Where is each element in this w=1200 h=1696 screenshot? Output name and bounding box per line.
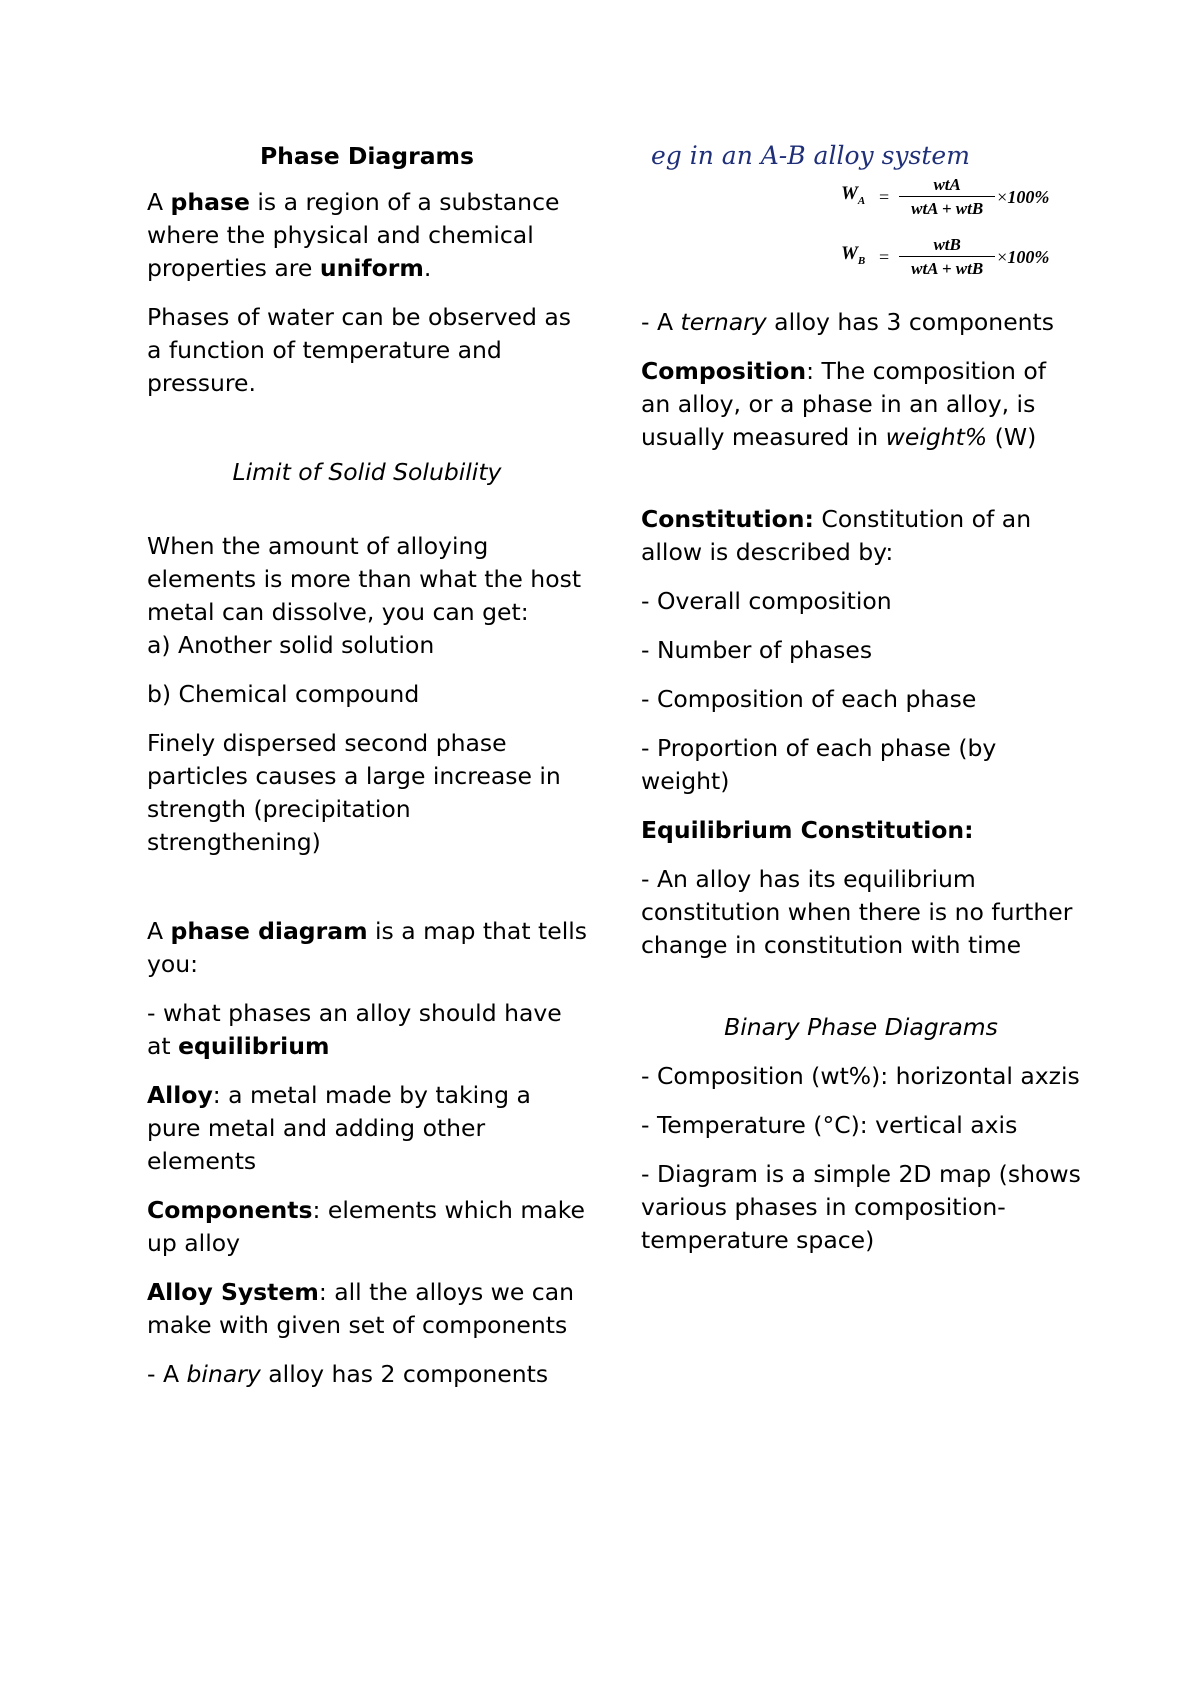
symbol-w: W: [841, 183, 858, 205]
term-binary: binary: [186, 1360, 261, 1388]
section-heading: Limit of Solid Solubility: [232, 458, 502, 486]
binary-heading: [641, 1011, 1081, 1044]
times-sign: ×: [997, 247, 1008, 267]
term-alloy: Alloy: [147, 1081, 213, 1109]
left-column: [147, 140, 587, 1407]
term-equilibrium: equilibrium: [178, 1032, 330, 1060]
alloy-system-definition: [147, 1276, 587, 1342]
list-item: - Number of phases: [641, 636, 873, 664]
fraction: [899, 174, 995, 221]
phase-diagram-bullet: [147, 997, 587, 1063]
symbol-w: W: [841, 243, 858, 265]
components-definition: [147, 1194, 587, 1260]
term-phase: phase: [170, 188, 250, 216]
list-item: - Overall composition: [641, 587, 892, 615]
formula-wb: [841, 234, 1049, 281]
equilibrium-constitution-heading: [641, 814, 1081, 847]
text-run: - A: [147, 1360, 187, 1388]
dispersed-paragraph: Finely dispersed second phase particles causes a large increase in strength (precipitation strengthening): [147, 729, 561, 856]
list-item: - Composition (wt%): horizontal axzis: [641, 1062, 1080, 1090]
text-run: is a map that tells you:: [147, 917, 587, 978]
ternary-alloy-line: [641, 306, 1081, 339]
fraction: [899, 234, 995, 281]
option-a: a) Another solid solution: [147, 631, 435, 659]
section-heading: Binary Phase Diagrams: [724, 1013, 998, 1041]
alloy-definition: [147, 1079, 587, 1178]
composition-definition: [641, 355, 1081, 454]
phase-definition: [147, 186, 587, 285]
right-column: [641, 140, 1081, 1273]
times-sign: ×: [997, 187, 1008, 207]
list-item: - Proportion of each phase (by weight): [641, 734, 997, 795]
percent-value: 100%: [1007, 187, 1050, 207]
text-run: : elements which make up alloy: [147, 1196, 585, 1257]
text-run: is a region of a substance where the physical and chemical properties are: [147, 188, 560, 282]
example-caption: eg in an A-B alloy system: [651, 141, 970, 170]
fraction-numerator: wtA: [933, 175, 961, 194]
fraction-denominator: wtA + wtB: [911, 259, 984, 278]
text-run: A: [147, 917, 171, 945]
term-alloy-system: Alloy System: [147, 1278, 319, 1306]
fraction-denominator: wtA + wtB: [911, 199, 984, 218]
term-composition: Composition: [641, 357, 807, 385]
list-item: - Composition of each phase: [641, 685, 977, 713]
option-b: b) Chemical compound: [147, 680, 420, 708]
text-run: - A: [641, 308, 681, 336]
percent-value: 100%: [1007, 247, 1050, 267]
term-weight-percent: weight%: [885, 423, 988, 451]
text-run: .: [423, 254, 432, 282]
text-run: alloy has 3 components: [766, 308, 1055, 336]
term-phase-diagram: phase diagram: [170, 917, 368, 945]
term-components: Components: [147, 1196, 313, 1224]
text-run: A: [147, 188, 171, 216]
water-paragraph: Phases of water can be observed as a function of temperature and pressure.: [147, 303, 572, 397]
weight-fraction-formula: [641, 174, 1081, 296]
solubility-intro: When the amount of alloying elements is more than what the host metal can dissolve, you can get:: [147, 532, 582, 626]
list-item: - Diagram is a simple 2D map (shows various phases in composition-temperature space): [641, 1160, 1081, 1254]
text-run: : The composition of an alloy, or a phase in an alloy, is usually measured in: [641, 357, 1047, 451]
binary-alloy-line: [147, 1358, 587, 1391]
solubility-heading: [147, 456, 587, 489]
text-run: Constitution of an allow is described by:: [641, 505, 1032, 566]
formula-symbol: [841, 237, 875, 278]
symbol-sub: B: [857, 254, 866, 267]
term-constitution: Constitution:: [641, 505, 814, 533]
list-item: - Temperature (°C): vertical axis: [641, 1111, 1018, 1139]
fraction-numerator: wtB: [933, 235, 961, 254]
text-run: : a metal made by taking a pure metal and adding other elements: [147, 1081, 531, 1175]
equilibrium-constitution-text: - An alloy has its equilibrium constitution when there is no further change in constitution with time: [641, 865, 1073, 959]
text-run: (W): [987, 423, 1037, 451]
term-equilibrium-constitution: Equilibrium Constitution:: [641, 816, 974, 844]
formula-symbol: [841, 177, 875, 218]
page-title: Phase Diagrams: [259, 142, 475, 170]
constitution-definition: [641, 503, 1081, 569]
equals-sign: =: [879, 247, 890, 267]
formula-wa: [841, 174, 1049, 221]
text-run: - what phases an alloy should have at: [147, 999, 562, 1060]
equals-sign: =: [879, 187, 890, 207]
text-run: : all the alloys we can make with given set of components: [147, 1278, 575, 1339]
symbol-sub: A: [857, 194, 866, 207]
term-ternary: ternary: [680, 308, 767, 336]
text-run: alloy has 2 components: [260, 1360, 549, 1388]
term-uniform: uniform: [319, 254, 424, 282]
phase-diagram-definition: [147, 915, 587, 981]
